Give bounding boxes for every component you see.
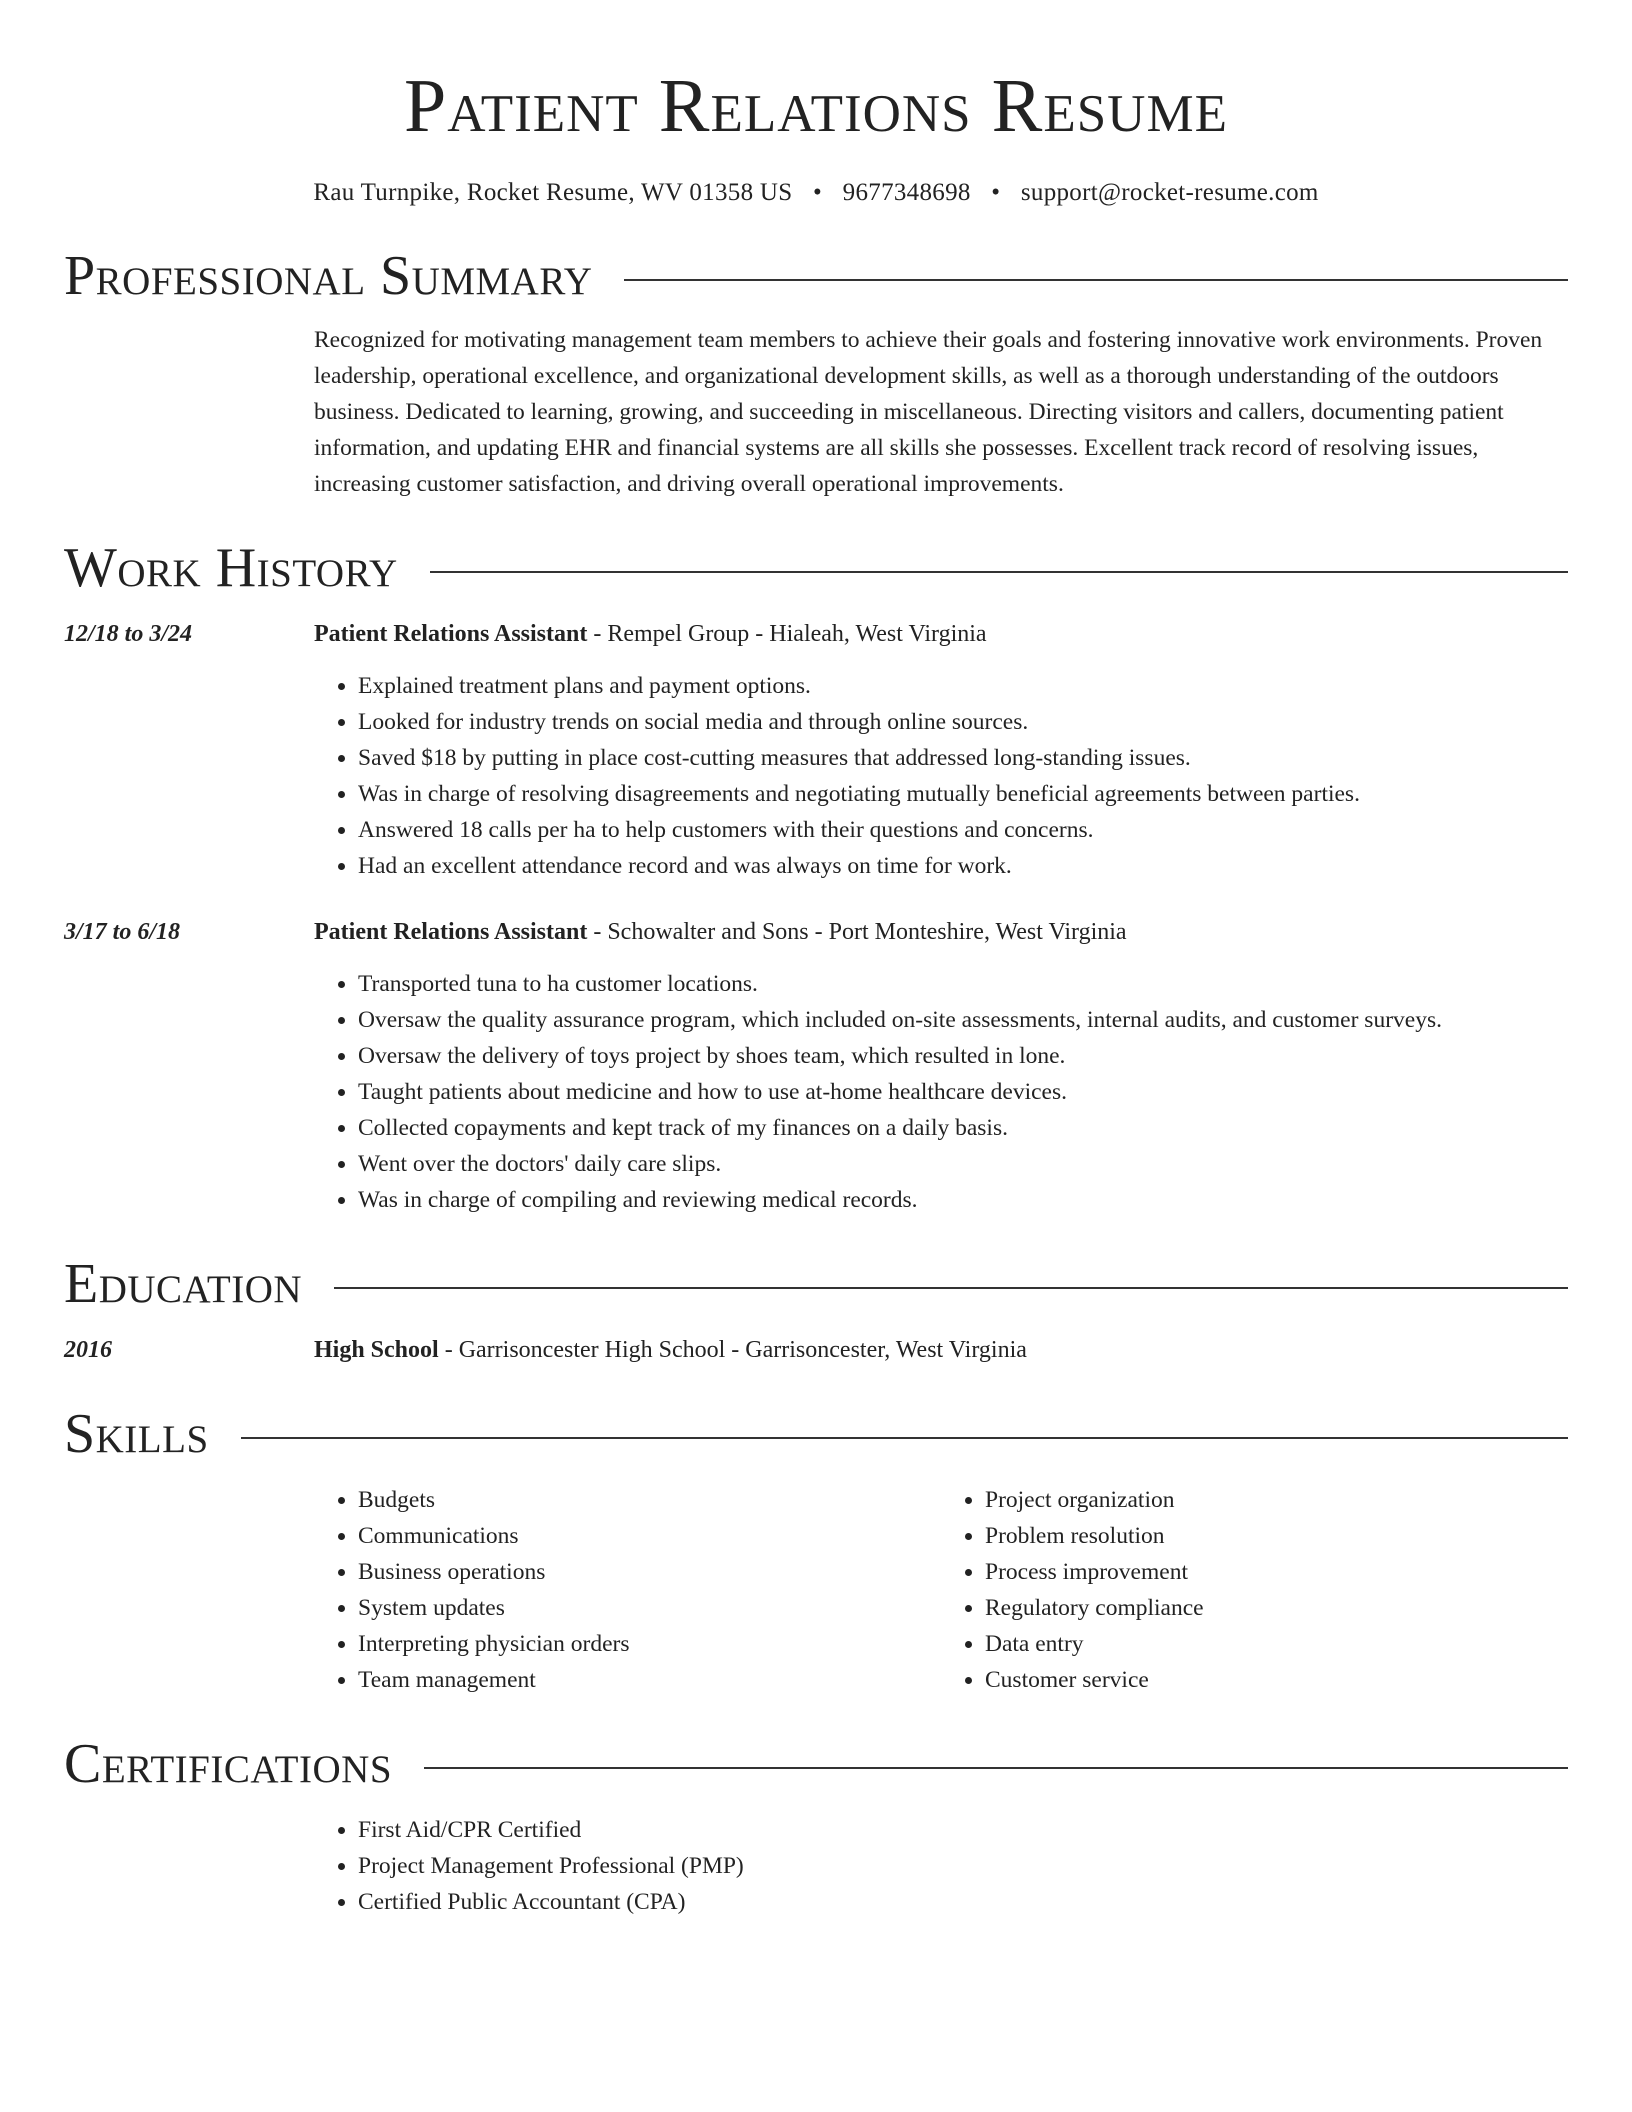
certification-item: • Project Management Professional (PMP): [358, 1848, 1568, 1884]
skills-heading: Skills: [64, 1403, 209, 1465]
section-divider: [241, 1437, 1568, 1439]
contact-address: Rau Turnpike, Rocket Resume, WV 01358 US: [313, 179, 793, 206]
list-item: • Was in charge of compiling and reviewing medical records.: [358, 1182, 1568, 1218]
skill-item: • Team management: [358, 1662, 941, 1698]
education-content: [314, 1332, 1568, 1368]
page-title: Patient Relations Resume: [404, 64, 1228, 148]
work-content: [314, 914, 1568, 1218]
list-item: • Saved $18 by putting in place cost-cutting measures that addressed long-standing issues.: [358, 740, 1568, 776]
education-degree: High School: [314, 1337, 439, 1363]
contact-phone: 9677348698: [842, 179, 971, 206]
certifications-list: [314, 1812, 1568, 1920]
work-heading: Work History: [64, 537, 398, 599]
section-divider: [334, 1287, 1568, 1289]
job-bullets: [314, 966, 1568, 1218]
list-item: • Collected copayments and kept track of my finances on a daily basis.: [358, 1110, 1568, 1146]
work-section-header: [64, 532, 1568, 604]
skill-item: • Problem resolution: [985, 1518, 1568, 1554]
section-divider: [624, 279, 1568, 281]
skills-section-header: [64, 1398, 1568, 1470]
skill-item: • Interpreting physician orders: [358, 1626, 941, 1662]
summary-heading: Professional Summary: [64, 245, 593, 307]
education-year: 2016: [64, 1337, 112, 1363]
work-content: [314, 616, 1568, 884]
certification-item: • Certified Public Accountant (CPA): [358, 1884, 1568, 1920]
list-item: • Transported tuna to ha customer locations.: [358, 966, 1568, 1002]
skill-item: • System updates: [358, 1590, 941, 1626]
section-divider: [424, 1767, 1568, 1769]
job-title: Patient Relations Assistant: [314, 919, 588, 945]
contact-separator: •: [991, 179, 1001, 206]
list-item: • Had an excellent attendance record and was always on time for work.: [358, 848, 1568, 884]
education-entry: [64, 1332, 1568, 1368]
education-heading: Education: [64, 1253, 303, 1315]
list-item: • Explained treatment plans and payment options.: [358, 668, 1568, 704]
list-item: • Taught patients about medicine and how to use at-home healthcare devices.: [358, 1074, 1568, 1110]
work-entry: [64, 914, 1568, 1218]
list-item: • Oversaw the quality assurance program, which included on-site assessments, internal audits, and customer surveys.: [358, 1002, 1568, 1038]
list-item: • Went over the doctors' daily care slips.: [358, 1146, 1568, 1182]
job-title: Patient Relations Assistant: [314, 621, 588, 647]
work-heading-line: [314, 616, 1568, 652]
contact-email: support@rocket-resume.com: [1020, 179, 1319, 206]
certifications-heading: Certifications: [64, 1733, 393, 1795]
job-bullets: [314, 668, 1568, 884]
skills-columns: [314, 1482, 1568, 1698]
work-dates: 3/17 to 6/18: [64, 919, 181, 945]
summary-section-header: [64, 240, 1568, 312]
list-item: • Answered 18 calls per ha to help customers with their questions and concerns.: [358, 812, 1568, 848]
skill-item: • Regulatory compliance: [985, 1590, 1568, 1626]
skill-item: • Data entry: [985, 1626, 1568, 1662]
contact-line: [64, 176, 1568, 210]
section-divider: [430, 571, 1568, 573]
skills-left-list: [314, 1482, 941, 1698]
work-dates: 12/18 to 3/24: [64, 621, 193, 647]
skill-item: • Process improvement: [985, 1554, 1568, 1590]
work-heading-line: [314, 914, 1568, 950]
certifications-section-header: [64, 1728, 1568, 1800]
list-item: • Was in charge of resolving disagreements and negotiating mutually beneficial agreements between parties.: [358, 776, 1568, 812]
skill-item: • Communications: [358, 1518, 941, 1554]
education-details: - Garrisoncester High School - Garrisoncester, West Virginia: [438, 1337, 1027, 1363]
job-details: - Rempel Group - Hialeah, West Virginia: [587, 621, 987, 647]
skill-item: • Budgets: [358, 1482, 941, 1518]
work-entry: [64, 616, 1568, 884]
skill-item: • Project organization: [985, 1482, 1568, 1518]
list-item: • Oversaw the delivery of toys project by shoes team, which resulted in lone.: [358, 1038, 1568, 1074]
summary-text: Recognized for motivating management team members to achieve their goals and fostering innovative work environments. Proven leadership, operational excellence, and organizational development skills, as well as a thorough understanding of the outdoors business. Dedicated to learning, growing, and succeeding in miscellaneous. Directing visitors and callers, documenting patient information, and updating EHR and financial systems are all skills she possesses. Excellent track record of resolving issues, increasing customer satisfaction, and driving overall operational improvements.: [314, 327, 1543, 497]
job-details: - Schowalter and Sons - Port Monteshire, West Virginia: [587, 919, 1127, 945]
contact-separator: •: [813, 179, 823, 206]
list-item: • Looked for industry trends on social media and through online sources.: [358, 704, 1568, 740]
skill-item: • Business operations: [358, 1554, 941, 1590]
certifications-block: [64, 1812, 1568, 1920]
certification-item: • First Aid/CPR Certified: [358, 1812, 1568, 1848]
skills-right-list: [941, 1482, 1568, 1698]
education-section-header: [64, 1248, 1568, 1320]
skill-item: • Customer service: [985, 1662, 1568, 1698]
